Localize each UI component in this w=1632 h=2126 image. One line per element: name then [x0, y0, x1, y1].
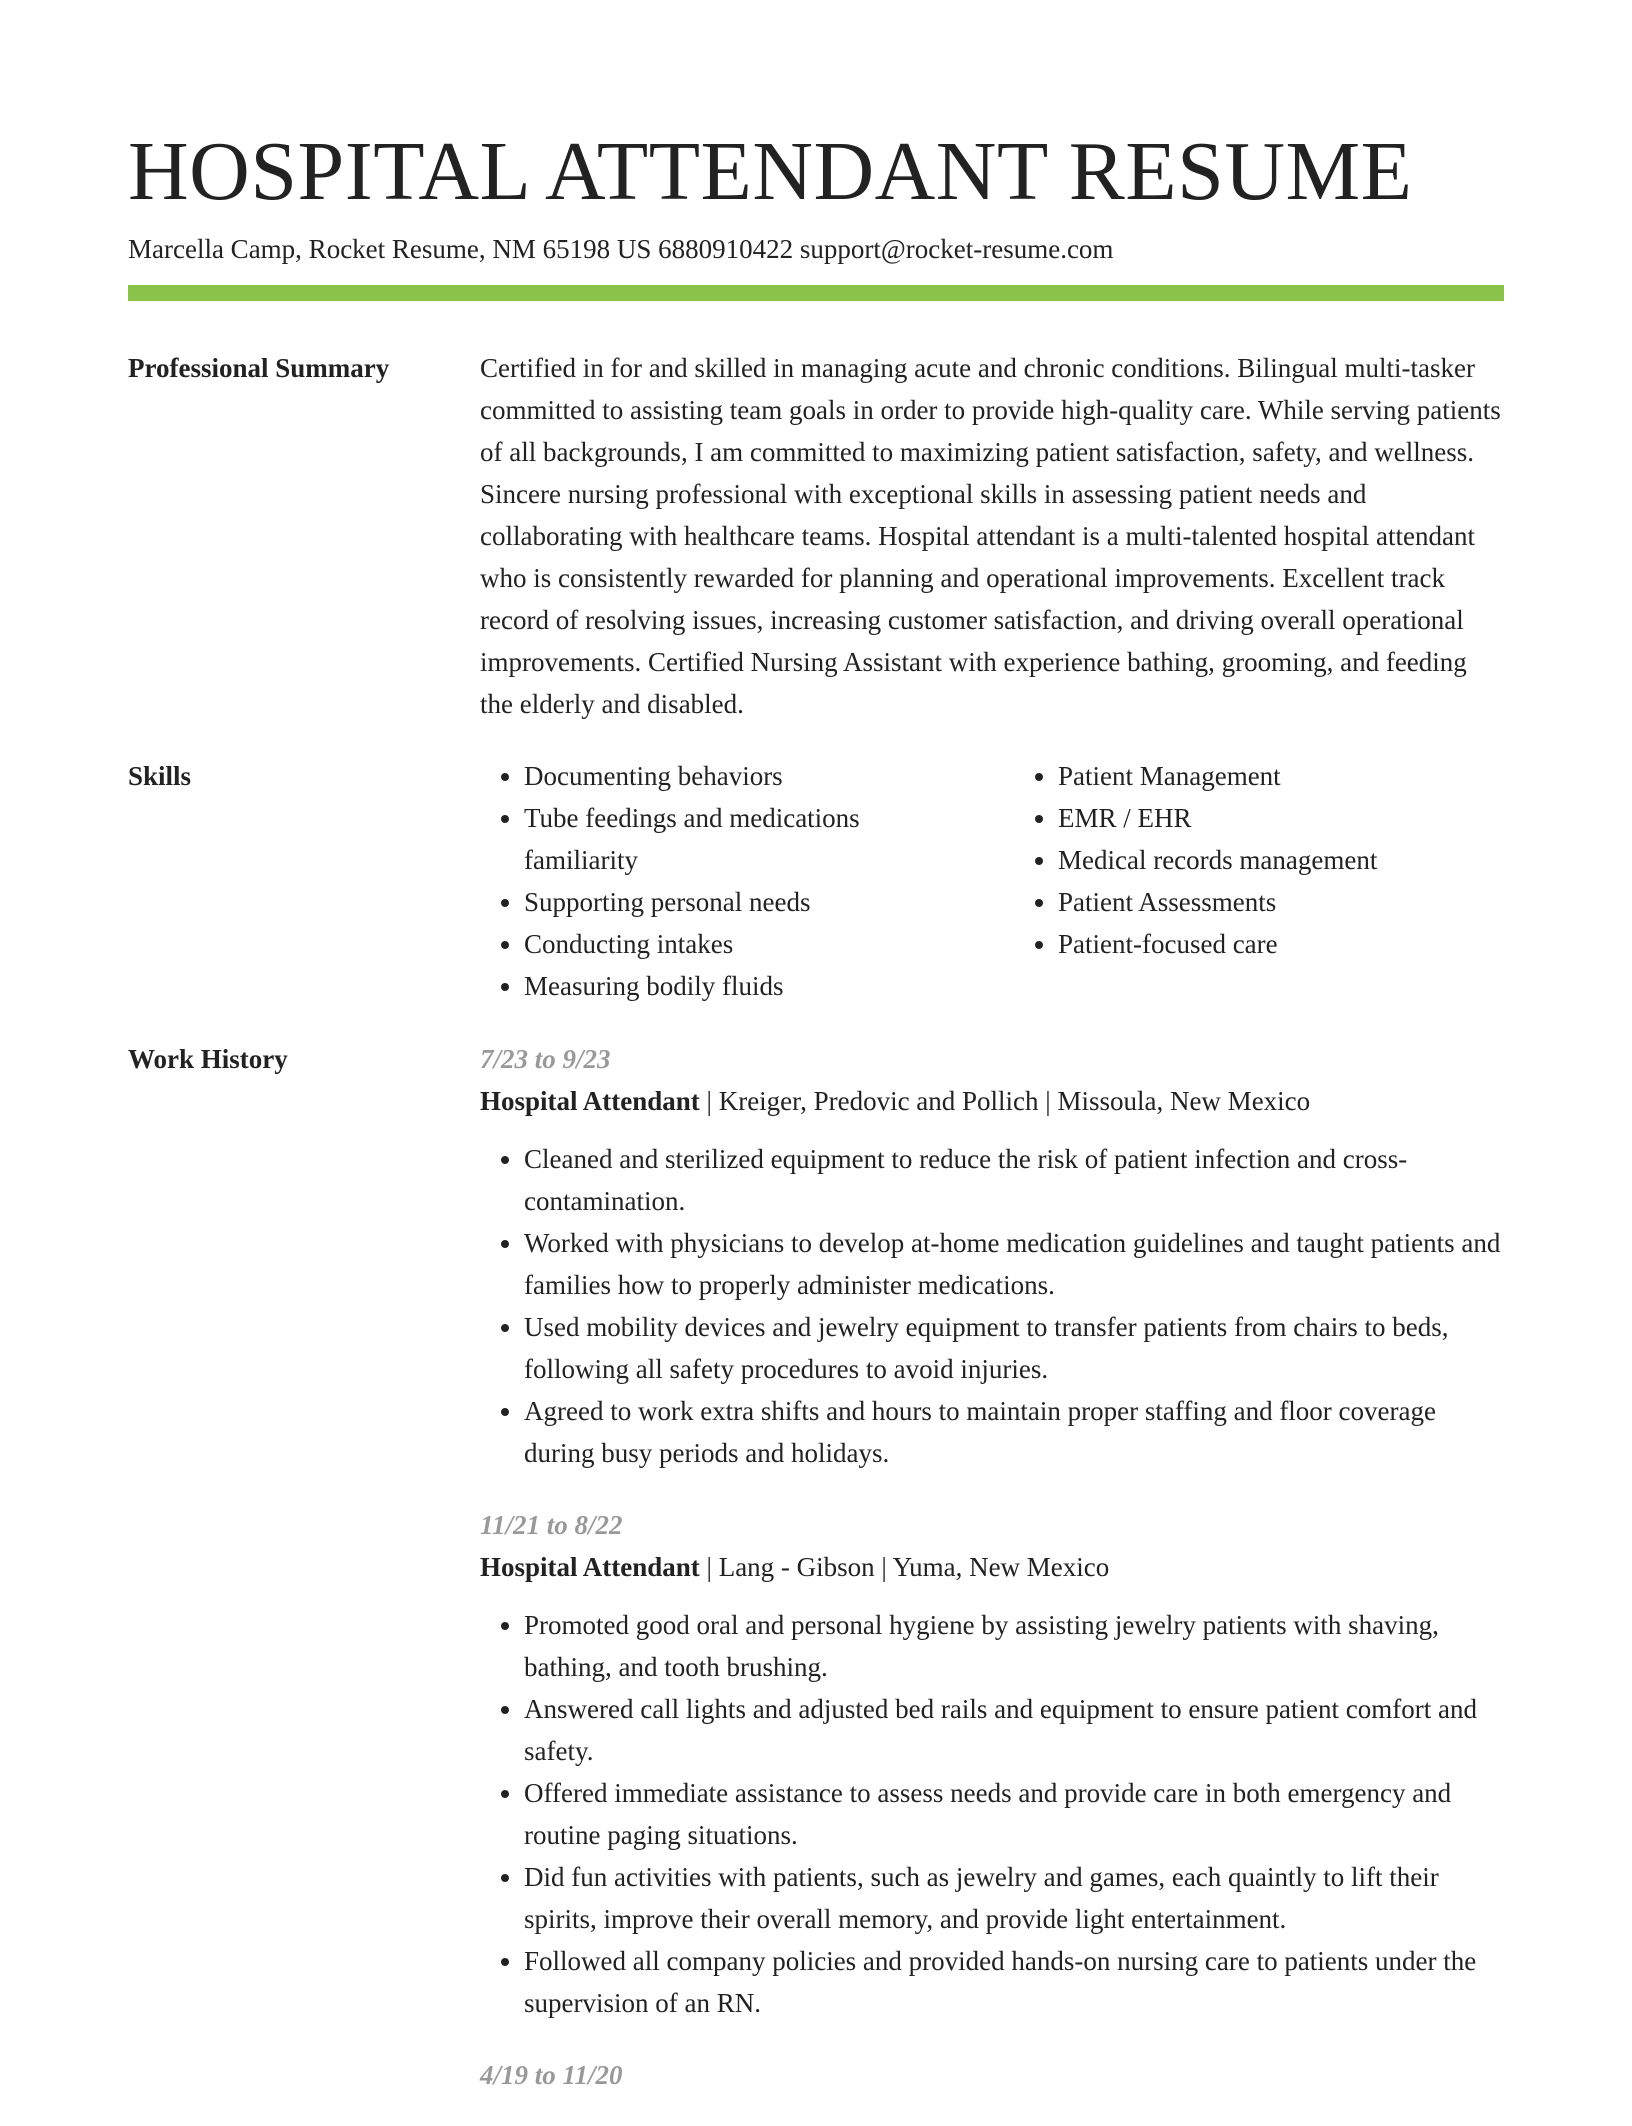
job-bullet: • Did fun activities with patients, such as jewelry and games, each quaintly to lift their spirits, improve their overall memory, and provide light entertainment. — [524, 1856, 1504, 1940]
contact-line: Marcella Camp, Rocket Resume, NM 65198 US 6880910422 support@rocket-resume.com — [128, 234, 1114, 264]
skill-item: • Conducting intakes — [524, 923, 970, 965]
job-bullets — [480, 1138, 1504, 1474]
section-heading-summary: Professional Summary — [128, 353, 390, 383]
job-details: | Lang - Gibson | Yuma, New Mexico — [699, 1552, 1110, 1582]
job-bullets — [480, 1604, 1504, 2024]
job-entry — [480, 1504, 1504, 2024]
job-title: Hospital Attendant — [480, 1552, 700, 1582]
skill-item: • Medical records management — [1058, 839, 1504, 881]
skill-item: • Patient-focused care — [1058, 923, 1504, 965]
skill-item: • Documenting behaviors — [524, 755, 970, 797]
section-heading-skills: Skills — [128, 761, 192, 791]
skill-item: • EMR / EHR — [1058, 797, 1504, 839]
skills-list-right — [1014, 755, 1504, 1007]
job-bullet: • Offered immediate assistance to assess needs and provide care in both emergency and routine paging situations. — [524, 1772, 1504, 1856]
job-bullet: • Followed all company policies and provided hands-on nursing care to patients under the supervision of an RN. — [524, 1940, 1504, 2024]
skill-item: • Tube feedings and medications familiarity — [524, 797, 970, 881]
job-title: Hospital Attendant — [480, 1086, 700, 1116]
skills-list-left — [480, 755, 970, 1007]
job-details: | Kreiger, Predovic and Pollich | Missoula, New Mexico — [699, 1086, 1311, 1116]
job-dates: 4/19 to 11/20 — [480, 2060, 623, 2090]
skill-item: • Patient Management — [1058, 755, 1504, 797]
skill-item: • Supporting personal needs — [524, 881, 970, 923]
job-header — [480, 1080, 1504, 1122]
skill-item: • Patient Assessments — [1058, 881, 1504, 923]
job-entry — [480, 2054, 1504, 2096]
job-dates: 7/23 to 9/23 — [480, 1044, 611, 1074]
section-heading-work-history: Work History — [128, 1044, 288, 1074]
job-bullet: • Promoted good oral and personal hygiene by assisting jewelry patients with shaving, bathing, and tooth brushing. — [524, 1604, 1504, 1688]
resume-title: HOSPITAL ATTENDANT RESUME — [128, 125, 1413, 218]
summary-text: Certified in for and skilled in managing acute and chronic conditions. Bilingual multi-tasker committed to assisting team goals in order to provide high-quality care. While serving patients of all backgrounds, I am committed to maximizing patient satisfaction, safety, and wellness. Sincere nursing professional with exceptional skills in assessing patient needs and collaborating with healthcare teams. Hospital attendant is a multi-talented hospital attendant who is consistently rewarded for planning and operational improvements. Excellent track record of resolving issues, increasing customer satisfaction, and driving overall operational improvements. Certified Nursing Assistant with experience bathing, grooming, and feeding the elderly and disabled. — [480, 353, 1501, 719]
accent-divider — [128, 285, 1504, 301]
job-entry — [480, 1038, 1504, 1474]
job-bullet: • Used mobility devices and jewelry equipment to transfer patients from chairs to beds, following all safety procedures to avoid injuries. — [524, 1306, 1504, 1390]
job-bullet: • Answered call lights and adjusted bed rails and equipment to ensure patient comfort and safety. — [524, 1688, 1504, 1772]
job-header — [480, 1546, 1504, 1588]
job-bullet: • Worked with physicians to develop at-home medication guidelines and taught patients and families how to properly administer medications. — [524, 1222, 1504, 1306]
job-bullet: • Agreed to work extra shifts and hours to maintain proper staffing and floor coverage during busy periods and holidays. — [524, 1390, 1504, 1474]
skill-item: • Measuring bodily fluids — [524, 965, 970, 1007]
job-dates: 11/21 to 8/22 — [480, 1510, 623, 1540]
job-bullet: • Cleaned and sterilized equipment to reduce the risk of patient infection and cross-contamination. — [524, 1138, 1504, 1222]
